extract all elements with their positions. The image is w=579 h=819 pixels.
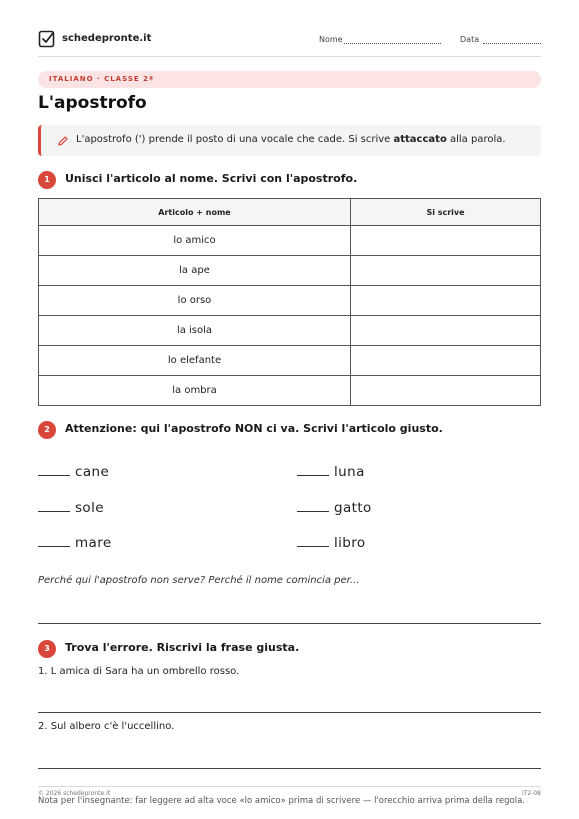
answer-cell[interactable] <box>351 226 541 256</box>
page-title: L'apostrofo <box>38 93 147 113</box>
footer-divider <box>38 786 541 787</box>
table-row <box>39 286 541 316</box>
table-header-row <box>39 199 541 226</box>
answer-blank[interactable] <box>297 475 329 476</box>
blank-item: libro <box>297 535 366 551</box>
column-header: Articolo + nome <box>39 199 351 226</box>
article-noun-cell: lo amico <box>39 226 351 256</box>
section-3-title: Trova l'errore. Riscrivi la frase giusta. <box>65 641 300 654</box>
answer-cell[interactable] <box>351 346 541 376</box>
article-noun-cell: lo elefante <box>39 346 351 376</box>
blank-item: luna <box>297 464 365 480</box>
page-header <box>38 30 541 57</box>
blank-item: mare <box>38 535 112 551</box>
column-header: Si scrive <box>351 199 541 226</box>
rule-note-text: L'apostrofo (') prende il posto di una vocale che cade. Si scrive attaccato alla parola. <box>76 134 506 145</box>
name-field[interactable] <box>344 43 441 44</box>
table-row <box>39 316 541 346</box>
blank-item: gatto <box>297 500 372 516</box>
rule-note <box>38 125 541 156</box>
copyright: © 2026 schedepronte.it <box>38 790 111 797</box>
answer-cell[interactable] <box>351 376 541 406</box>
answer-blank[interactable] <box>38 546 70 547</box>
checkbox-logo-icon <box>38 30 56 48</box>
section-2-number: 2 <box>38 421 56 439</box>
worksheet-code: IT2-08 <box>521 790 541 797</box>
section-1-number: 1 <box>38 171 56 189</box>
date-field[interactable] <box>483 43 541 44</box>
answer-blank[interactable] <box>297 546 329 547</box>
pencil-icon <box>57 135 69 147</box>
answer-blank[interactable] <box>38 511 70 512</box>
article-noun-cell: la ape <box>39 256 351 286</box>
article-noun-cell: lo orso <box>39 286 351 316</box>
table-row <box>39 376 541 406</box>
writing-line[interactable] <box>38 712 541 713</box>
table-row <box>39 256 541 286</box>
reflection-question: Perché qui l'apostrofo non serve? Perché il nome comincia per... <box>38 575 360 586</box>
section-2-title: Attenzione: qui l'apostrofo NON ci va. Scrivi l'articolo giusto. <box>65 422 443 435</box>
subject-pill <box>38 71 541 88</box>
answer-cell[interactable] <box>351 316 541 346</box>
answer-cell[interactable] <box>351 286 541 316</box>
date-label: Data <box>460 35 480 44</box>
writing-line[interactable] <box>38 768 541 769</box>
subject-label: ITALIANO · CLASSE 2ª <box>49 75 154 83</box>
blank-item: sole <box>38 500 104 516</box>
article-table <box>38 198 541 406</box>
section-1-title: Unisci l'articolo al nome. Scrivi con l'apostrofo. <box>65 172 358 185</box>
table-row <box>39 226 541 256</box>
answer-cell[interactable] <box>351 256 541 286</box>
blank-item: cane <box>38 464 109 480</box>
teacher-note: Nota per l'insegnante: far leggere ad alta voce «lo amico» prima di scrivere — l'orecchio arriva prima della regola. <box>38 796 525 806</box>
error-sentence: 2. Sul albero c'è l'uccellino. <box>38 721 175 732</box>
writing-line[interactable] <box>38 623 541 624</box>
article-noun-cell: la ombra <box>39 376 351 406</box>
brand-name: schedepronte.it <box>62 33 152 44</box>
section-3-number: 3 <box>38 640 56 658</box>
article-noun-cell: la isola <box>39 316 351 346</box>
name-label: Nome <box>319 35 343 44</box>
answer-blank[interactable] <box>38 475 70 476</box>
answer-blank[interactable] <box>297 511 329 512</box>
table-row <box>39 346 541 376</box>
error-sentence: 1. L amica di Sara ha un ombrello rosso. <box>38 666 240 677</box>
